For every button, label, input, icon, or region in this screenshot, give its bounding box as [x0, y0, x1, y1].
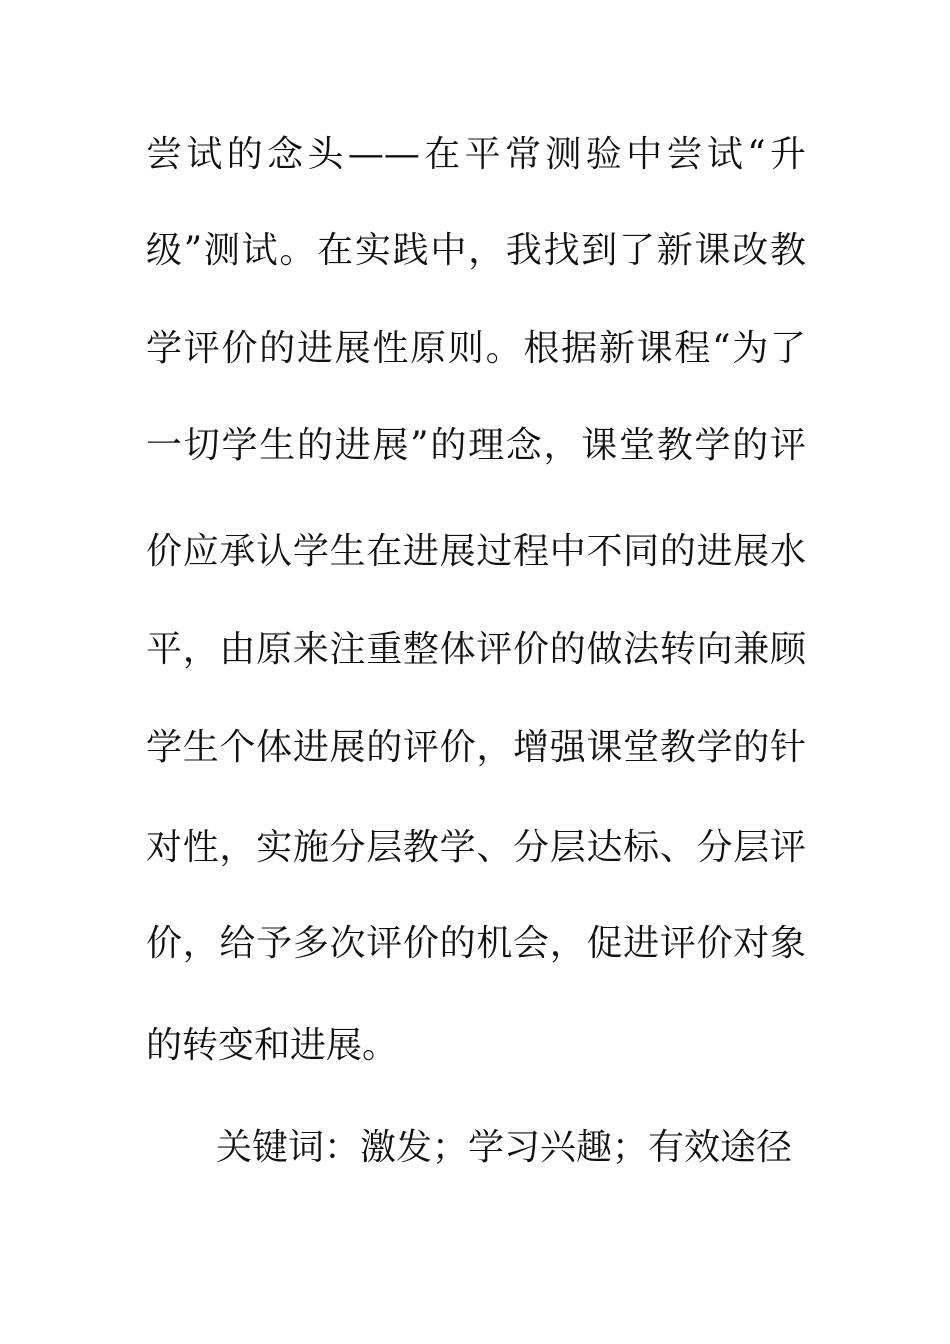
keywords-line: 关键词：激发；学习兴趣；有效途径 [216, 1127, 793, 1168]
paragraph-line: 级”测试。在实践中，我找到了新课改教 [146, 230, 806, 271]
paragraph-line: 的转变和进展。 [146, 1025, 399, 1066]
paragraph-line: 学生个体进展的评价，增强课堂教学的针 [146, 727, 806, 768]
paragraph-line: 价，给予多次评价的机会，促进评价对象 [146, 923, 806, 964]
paragraph-line: 价应承认学生在进展过程中不同的进展水 [146, 531, 806, 572]
paragraph-line: 对性，实施分层教学、分层达标、分层评 [146, 827, 806, 868]
paragraph-line: 平，由原来注重整体评价的做法转向兼顾 [146, 629, 806, 670]
paragraph-line: 一切学生的进展”的理念，课堂教学的评 [146, 425, 806, 466]
paragraph-line: 尝试的念头——在平常测验中尝试“升 [146, 134, 806, 175]
paragraph-line: 学评价的进展性原则。根据新课程“为了 [146, 328, 806, 369]
